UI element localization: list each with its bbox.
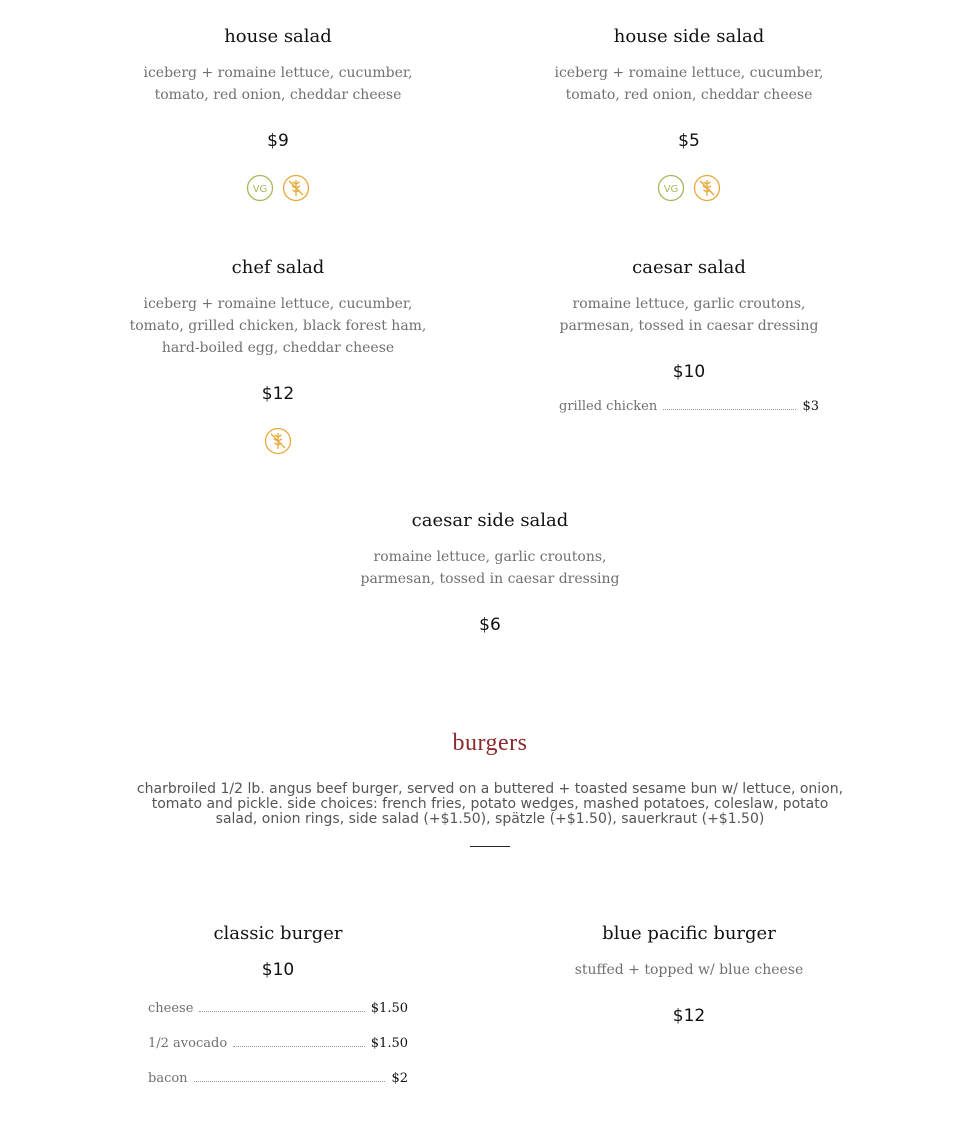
svg-text:VG: VG [252, 184, 268, 195]
addon-price: $2 [391, 1071, 408, 1086]
item-price: $10 [261, 960, 295, 980]
menu-item-blue-pacific-burger [539, 923, 839, 1027]
item-title: caesar salad [632, 257, 746, 278]
addon-price: $1.50 [370, 1001, 408, 1016]
item-price: $6 [479, 615, 501, 635]
item-title: classic burger [213, 923, 343, 944]
svg-text:VG: VG [663, 184, 679, 195]
item-description: romaine lettuce, garlic croutons, parmesan, tossed in caesar dressing [559, 296, 819, 334]
vegetarian-icon [657, 174, 685, 202]
item-price: $12 [261, 384, 295, 404]
menu-item-caesar-salad [539, 257, 839, 417]
item-title: caesar side salad [411, 510, 569, 531]
gluten-free-icon [282, 174, 310, 202]
item-title: house side salad [613, 26, 765, 47]
item-title: house salad [224, 26, 332, 47]
item-price: $10 [672, 362, 706, 382]
diet-badges [539, 174, 839, 204]
addon-row [148, 999, 408, 1019]
addon-list [148, 999, 408, 1089]
section-title-burgers: burgers [452, 730, 528, 756]
item-description: romaine lettuce, garlic croutons, parmesan, tossed in caesar dressing [360, 549, 620, 587]
addon-price: $3 [802, 399, 819, 414]
addon-label: bacon [148, 1071, 188, 1086]
addon-list [559, 397, 819, 417]
vegetarian-icon [246, 174, 274, 202]
item-description: iceberg + romaine lettuce, cucumber, tomato, grilled chicken, black forest ham, hard-boiled egg, cheddar cheese [129, 296, 427, 356]
menu-item-chef-salad [128, 257, 428, 457]
item-description: iceberg + romaine lettuce, cucumber, tomato, red onion, cheddar cheese [143, 65, 413, 103]
addon-label: grilled chicken [559, 399, 658, 414]
item-title: blue pacific burger [602, 923, 776, 944]
addon-row [148, 1034, 408, 1054]
dot-leader [194, 1080, 386, 1082]
item-description: iceberg + romaine lettuce, cucumber, tomato, red onion, cheddar cheese [554, 65, 824, 103]
menu-item-house-side-salad [539, 26, 839, 204]
menu-item-house-salad [128, 26, 428, 204]
gluten-free-icon [693, 174, 721, 202]
dot-leader [199, 1010, 364, 1012]
item-price: $5 [678, 131, 700, 151]
addon-row [559, 397, 819, 417]
dot-leader [233, 1045, 365, 1047]
item-description: stuffed + topped w/ blue cheese [574, 962, 804, 978]
addon-row [148, 1069, 408, 1089]
addon-price: $1.50 [370, 1036, 408, 1051]
item-price: $12 [672, 1006, 706, 1026]
item-price: $9 [267, 131, 289, 151]
menu-item-caesar-side-salad [340, 510, 640, 636]
section-description: charbroiled 1/2 lb. angus beef burger, served on a buttered + toasted sesame bun w/ lettuce, onion, tomato and pickle. side choices: french fries, potato wedges, mashed potatoes, coleslaw, potato salad, onion rings, side salad (+$1.50), spätzle (+$1.50), sauerkraut (+$1.50) [136, 781, 844, 827]
addon-label: cheese [148, 1001, 194, 1016]
item-title: chef salad [231, 257, 325, 278]
diet-badges [128, 174, 428, 204]
diet-badges [128, 427, 428, 457]
addon-label: 1/2 avocado [148, 1036, 228, 1051]
dot-leader [663, 408, 796, 410]
section-divider [470, 846, 510, 847]
menu-item-classic-burger [128, 923, 428, 1089]
gluten-free-icon [264, 427, 292, 455]
